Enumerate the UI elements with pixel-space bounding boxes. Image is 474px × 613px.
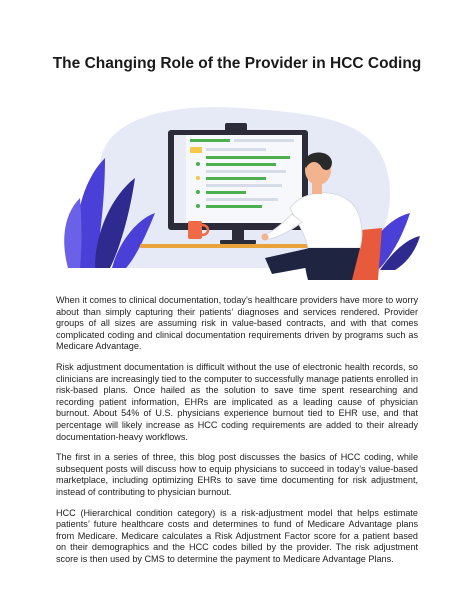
document-title: The Changing Role of the Provider in HCC Coding: [52, 55, 422, 72]
paragraph-2: Risk adjustment documentation is difficult without the use of electronic health records, so clinicians are increasingly tied to the computer to successfully manage patients enrolled in risk-based plans. Once hailed as the solution to save time spent researching and recording patient information, EHRs are implicated as a leading cause of physician burnout. About 54% of U.S. physicians experience burnout tied to EHR use, and that percentage will likely increase as HCC coding requirements are added to their already documentation-heavy workflows.: [56, 361, 418, 442]
doctor-at-computer-illustration: [60, 98, 420, 288]
paragraph-4: HCC (Hierarchical condition category) is a risk-adjustment model that helps estimate patients’ future healthcare costs and determines to fund of Medicare Advantage plans from Medicare. Medicare calculates a Risk Adjustment Factor score for a patient based on their demographics and the HCC codes billed by the provider. The risk adjustment score is then used by CMS to determine the payment to Medicare Advantage Plans.: [56, 507, 418, 564]
document-body: [56, 295, 418, 574]
paragraph-3: The first in a series of three, this blog post discusses the basics of HCC coding, while subsequent posts will discuss how to equip physicians to succeed in today’s value-based marketplace, including optimizing EHRs to save time documenting for risk adjustment, instead of contributing to physician burnout.: [56, 452, 418, 497]
paragraph-1: When it comes to clinical documentation, today’s healthcare providers have more to worry about than simply capturing their patients’ diagnoses and services rendered. Provider groups of all sizes are assuming risk in value-based contracts, and with that comes complicated coding and clinical documentation requirements driven by programs such as Medicare Advantage.: [56, 295, 418, 352]
